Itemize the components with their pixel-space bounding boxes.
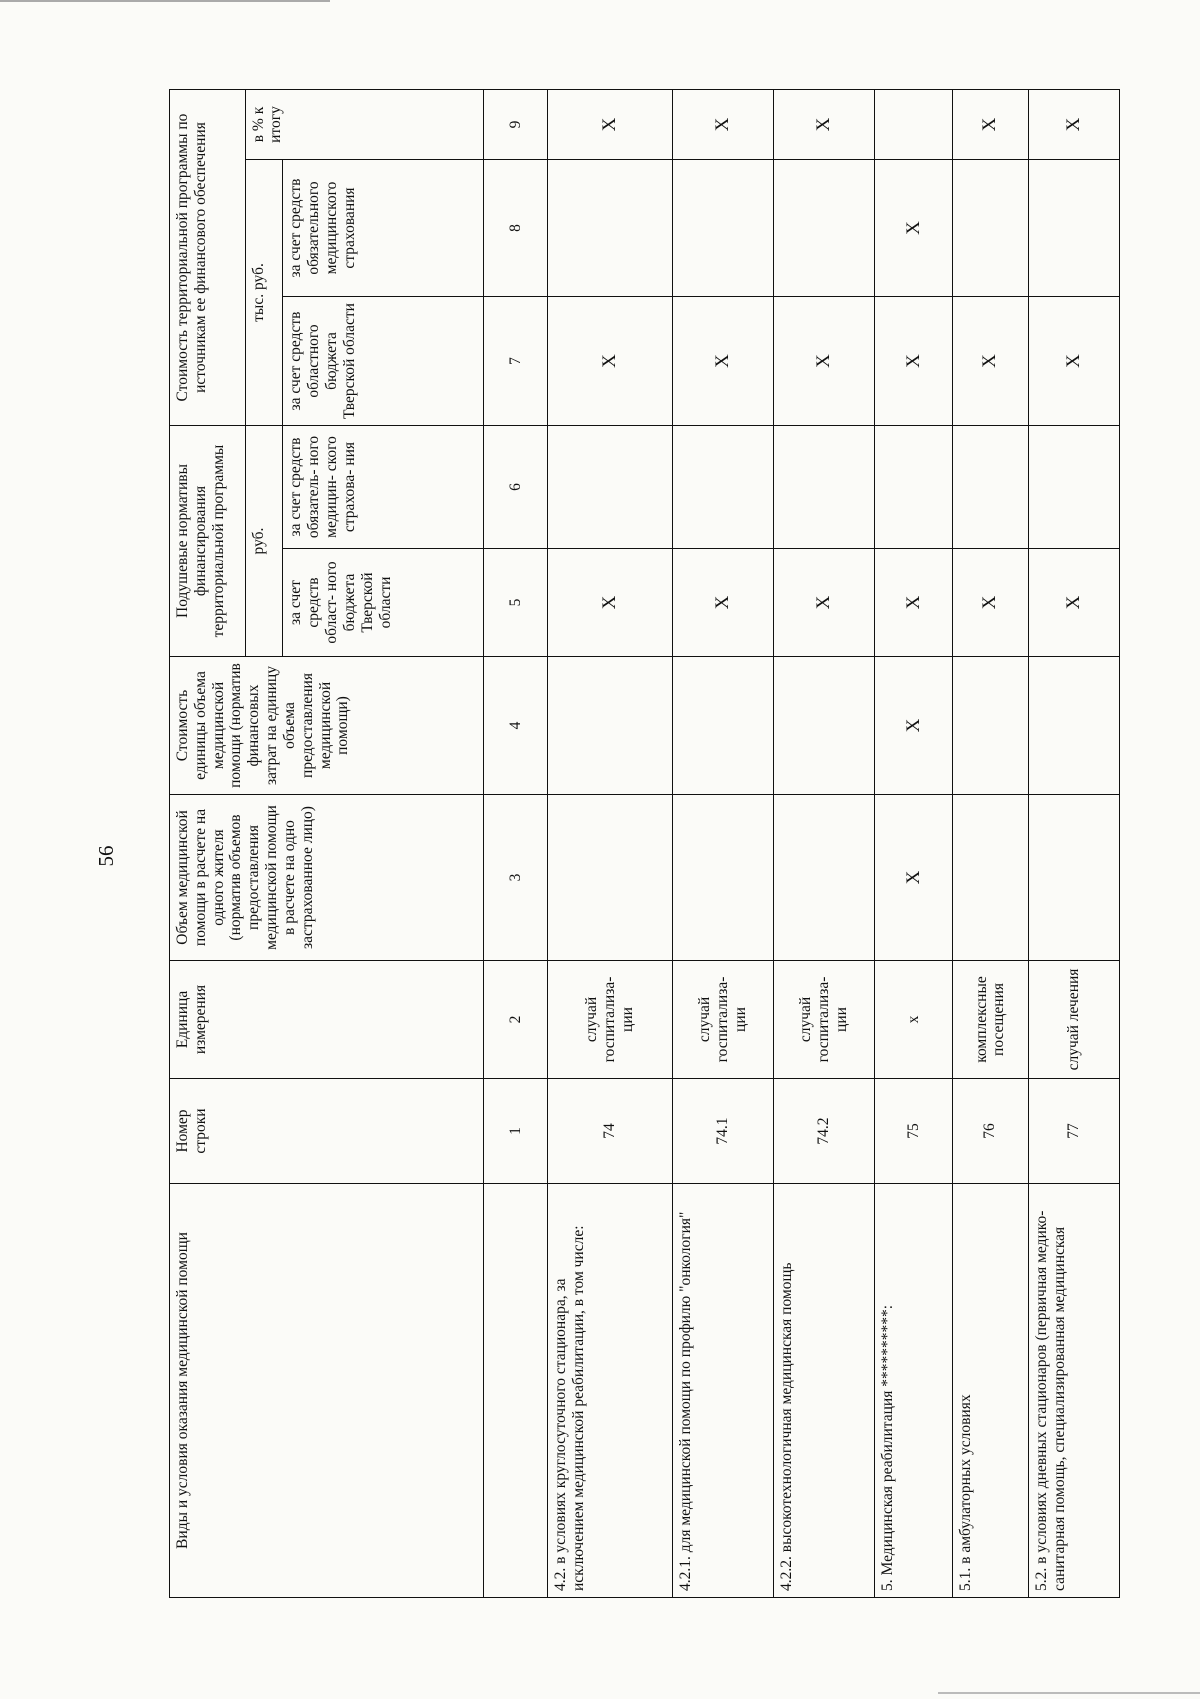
header-volume: Объем медицинской помощи в расчете на одного жителя (норматив объемов предоставления медицинской помощи в расчете на одно застрахованное лицо) (170, 795, 484, 961)
header-unit: Единица измерения (170, 961, 484, 1079)
row-unit: случай госпитализа- ции (773, 961, 874, 1079)
header-rub: руб. (245, 426, 283, 657)
column-number: 6 (483, 426, 548, 549)
cell-col-5: Х (875, 549, 953, 657)
cell-col-6 (548, 426, 673, 549)
row-name: 4.2.2. высокотехнологичная медицинская помощь (773, 1184, 874, 1598)
row-number: 77 (1028, 1079, 1119, 1184)
cell-col-5: Х (1028, 549, 1119, 657)
cell-col-8 (773, 160, 874, 297)
column-number: 2 (483, 961, 548, 1079)
cell-col-3: Х (875, 795, 953, 961)
cell-col-5: Х (953, 549, 1029, 657)
header-kind: Виды и условия оказания медицинской помощи (170, 1184, 484, 1598)
header-oms-6: за счет средств обязатель- ного медицин- ского страхова- ния (283, 426, 483, 549)
scan-edge-bottom (938, 1692, 1200, 1694)
row-name: 5.2. в условиях дневных стационаров (первичная медико-санитарная помощь, специализированная медицинская (1028, 1184, 1119, 1598)
cell-col-8: Х (875, 160, 953, 297)
row-number: 76 (953, 1079, 1029, 1184)
financing-table (169, 89, 1120, 1598)
row-number: 74.2 (773, 1079, 874, 1184)
row-unit: случай госпитализа- ции (548, 961, 673, 1079)
page-number: 56 (93, 845, 118, 867)
header-regional-budget-5: за счет средств област- ного бюджета Тверской области (283, 549, 483, 657)
column-number: 8 (483, 160, 548, 297)
table-row (548, 90, 673, 1598)
cell-col-3 (1028, 795, 1119, 961)
row-unit: комплексные посещения (953, 961, 1029, 1079)
cell-col-5: Х (773, 549, 874, 657)
row-number: 74.1 (672, 1079, 773, 1184)
cell-col-9: Х (548, 90, 673, 160)
cell-col-8 (1028, 160, 1119, 297)
cell-col-6 (672, 426, 773, 549)
header-row-1 (170, 90, 246, 1598)
cell-col-8 (548, 160, 673, 297)
cell-col-8 (672, 160, 773, 297)
cell-col-9: Х (953, 90, 1029, 160)
row-name: 4.2. в условиях круглосуточного стационара, за исключением медицинской реабилитации, в том числе: (548, 1184, 673, 1598)
cell-col-7: Х (548, 297, 673, 426)
cell-col-6 (773, 426, 874, 549)
cell-col-3 (953, 795, 1029, 961)
cell-col-4 (773, 657, 874, 795)
cell-col-8 (953, 160, 1029, 297)
cell-col-9: Х (672, 90, 773, 160)
column-number: 5 (483, 549, 548, 657)
cell-col-9 (875, 90, 953, 160)
header-cost-total: Стоимость территориальной программы по источникам ее финансового обеспечения (170, 90, 246, 426)
header-thous-rub: тыс. руб. (245, 160, 283, 426)
cell-col-5: Х (672, 549, 773, 657)
row-unit: случай госпитализа- ции (672, 961, 773, 1079)
cell-col-9: Х (773, 90, 874, 160)
scan-edge-top (0, 0, 330, 2)
rotated-table-wrapper (169, 90, 1120, 1598)
column-number: 7 (483, 297, 548, 426)
column-number (483, 1184, 548, 1598)
cell-col-3 (548, 795, 673, 961)
table-row (773, 90, 874, 1598)
column-number: 3 (483, 795, 548, 961)
column-number-row (483, 90, 548, 1598)
row-number: 75 (875, 1079, 953, 1184)
cell-col-4 (548, 657, 673, 795)
cell-col-7: Х (953, 297, 1029, 426)
row-name: 4.2.1. для медицинской помощи по профилю "онкология" (672, 1184, 773, 1598)
cell-col-4 (1028, 657, 1119, 795)
cell-col-7: Х (875, 297, 953, 426)
row-name: 5.1. в амбулаторных условиях (953, 1184, 1029, 1598)
table-row (875, 90, 953, 1598)
header-row-number: Номер строки (170, 1079, 484, 1184)
cell-col-4 (672, 657, 773, 795)
row-number: 74 (548, 1079, 673, 1184)
header-per-capita: Подушевые нормативы финансирования территориальной программы (170, 426, 246, 657)
cell-col-6 (875, 426, 953, 549)
cell-col-9: Х (1028, 90, 1119, 160)
row-unit: х (875, 961, 953, 1079)
cell-col-7: Х (1028, 297, 1119, 426)
header-pct-total: в % к итогу (245, 90, 483, 160)
cell-col-7: Х (773, 297, 874, 426)
table-row (953, 90, 1029, 1598)
cell-col-3 (773, 795, 874, 961)
header-unit-cost: Стоимость единицы объема медицинской помощи (норматив финансовых затрат на единицу объема предоставления медицинской помощи) (170, 657, 484, 795)
column-number: 4 (483, 657, 548, 795)
row-unit: случай лечения (1028, 961, 1119, 1079)
column-number: 9 (483, 90, 548, 160)
cell-col-4: Х (875, 657, 953, 795)
row-name: 5. Медицинская реабилитация **********: (875, 1184, 953, 1598)
table-row (672, 90, 773, 1598)
cell-col-3 (672, 795, 773, 961)
cell-col-5: Х (548, 549, 673, 657)
column-number: 1 (483, 1079, 548, 1184)
header-oms-8: за счет средств обязательного медицинского страхования (283, 160, 483, 297)
cell-col-6 (953, 426, 1029, 549)
cell-col-4 (953, 657, 1029, 795)
header-regional-budget-7: за счет средств областного бюджета Тверской области (283, 297, 483, 426)
table-row (1028, 90, 1119, 1598)
cell-col-6 (1028, 426, 1119, 549)
cell-col-7: Х (672, 297, 773, 426)
